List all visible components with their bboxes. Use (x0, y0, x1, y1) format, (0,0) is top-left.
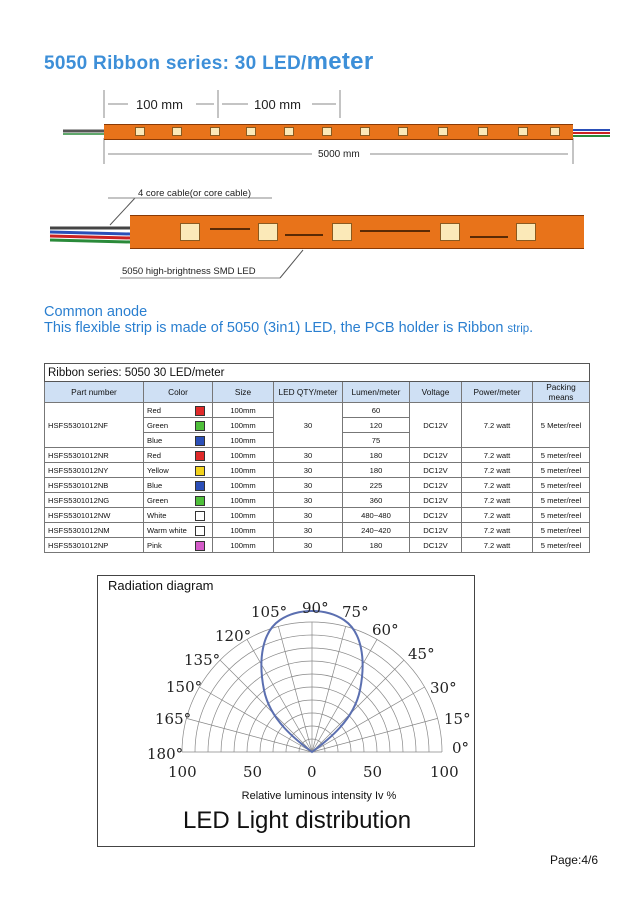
qty-cell: 30 (274, 493, 343, 508)
polar-spoke (312, 626, 346, 752)
color-name: Blue (147, 480, 163, 490)
angle-75: 75° (342, 603, 369, 621)
title-prefix: 5050 Ribbon series: 30 LED/ (44, 53, 307, 74)
packing-cell: 5 meter/reel (533, 508, 590, 523)
header-power: Power/meter (462, 382, 533, 403)
lumen-cell: 120 (343, 418, 410, 433)
power-cell: 7.2 watt (462, 448, 533, 463)
description-main: This flexible strip is made of 5050 (3in1) LED, the PCB holder is Ribbon (44, 320, 508, 336)
power-cell: 7.2 watt (462, 538, 533, 553)
size-cell: 100mm (213, 493, 274, 508)
polar-spoke (186, 718, 312, 752)
voltage-cell: DC12V (410, 523, 462, 538)
lumen-cell: 225 (343, 478, 410, 493)
polar-spoke (312, 687, 425, 752)
group-power: 7.2 watt (462, 403, 533, 448)
voltage-cell: DC12V (410, 448, 462, 463)
angle-165: 165° (155, 710, 192, 728)
color-name: Green (147, 495, 169, 505)
group-qty: 30 (274, 403, 343, 448)
packing-cell: 5 meter/reel (533, 493, 590, 508)
lumen-cell: 360 (343, 493, 410, 508)
group-packing: 5 Meter/reel (533, 403, 590, 448)
lumen-cell: 60 (343, 403, 410, 418)
dimension-label-1: 100 mm (136, 97, 183, 112)
axis-label: 50 (243, 763, 263, 781)
axis-label: 0 (307, 763, 317, 781)
polar-spoke (247, 639, 312, 752)
lumen-cell: 480~480 (343, 508, 410, 523)
color-name: Blue (147, 435, 163, 445)
size-cell: 100mm (213, 433, 274, 448)
part-cell: HSFS5301012NY (45, 463, 144, 478)
part-cell: HSFS5301012NR (45, 448, 144, 463)
axis-label: 100 (430, 763, 459, 781)
header-voltage: Voltage (410, 382, 462, 403)
polar-spoke (312, 639, 377, 752)
angle-0: 0° (452, 739, 470, 757)
page-number: Page:4/6 (549, 853, 598, 867)
color-name: Red (147, 450, 161, 460)
power-cell: 7.2 watt (462, 478, 533, 493)
size-cell: 100mm (213, 508, 274, 523)
part-cell: HSFS5301012NB (45, 478, 144, 493)
lumen-cell: 180 (343, 448, 410, 463)
power-cell: 7.2 watt (462, 463, 533, 478)
group-voltage: DC12V (410, 403, 462, 448)
packing-cell: 5 meter/reel (533, 538, 590, 553)
common-anode-heading: Common anode (44, 304, 148, 320)
angle-150: 150° (166, 678, 203, 696)
header-packing: Packing means (533, 382, 590, 403)
angle-90: 90° (302, 599, 329, 617)
title-suffix: meter (306, 48, 374, 75)
polar-spoke (312, 718, 438, 752)
angle-135: 135° (184, 651, 221, 669)
color-name: Green (147, 420, 169, 430)
axis-label: 100 (168, 763, 197, 781)
description-small: strip (507, 323, 530, 335)
part-cell: HSFS5301012NM (45, 523, 144, 538)
size-cell: 100mm (213, 523, 274, 538)
table-caption: Ribbon series: 5050 30 LED/meter (45, 364, 590, 382)
angle-15: 15° (444, 710, 471, 728)
power-cell: 7.2 watt (462, 508, 533, 523)
voltage-cell: DC12V (410, 478, 462, 493)
voltage-cell: DC12V (410, 538, 462, 553)
lumen-cell: 180 (343, 538, 410, 553)
angle-105: 105° (251, 603, 288, 621)
led-label: 5050 high-brightness SMD LED (122, 266, 256, 277)
cable-label: 4 core cable(or core cable) (138, 188, 251, 199)
header-led-qty: LED QTY/meter (274, 382, 343, 403)
part-cell: HSFS5301012NW (45, 508, 144, 523)
header-lumen: Lumen/meter (343, 382, 410, 403)
color-name: White (147, 510, 167, 520)
qty-cell: 30 (274, 448, 343, 463)
size-cell: 100mm (213, 418, 274, 433)
lumen-cell: 240~420 (343, 523, 410, 538)
color-name: Red (147, 405, 161, 415)
header-part-number: Part number (45, 382, 144, 403)
packing-cell: 5 meter/reel (533, 463, 590, 478)
group-part: HSFS5301012NF (45, 403, 144, 448)
part-cell: HSFS5301012NG (45, 493, 144, 508)
size-cell: 100mm (213, 478, 274, 493)
lumen-cell: 180 (343, 463, 410, 478)
total-length-label: 5000 mm (318, 149, 360, 160)
qty-cell: 30 (274, 463, 343, 478)
packing-cell: 5 meter/reel (533, 448, 590, 463)
polar-spoke (278, 626, 312, 752)
header-color: Color (144, 382, 213, 403)
angle-30: 30° (430, 679, 457, 697)
lumen-cell: 75 (343, 433, 410, 448)
power-cell: 7.2 watt (462, 523, 533, 538)
size-cell: 100mm (213, 463, 274, 478)
color-name: Warm white (147, 525, 187, 535)
voltage-cell: DC12V (410, 493, 462, 508)
header-size: Size (213, 382, 274, 403)
size-cell: 100mm (213, 448, 274, 463)
voltage-cell: DC12V (410, 508, 462, 523)
angle-45: 45° (408, 645, 435, 663)
size-cell: 100mm (213, 538, 274, 553)
power-cell: 7.2 watt (462, 493, 533, 508)
angle-120: 120° (215, 627, 252, 645)
description-end: . (529, 320, 534, 336)
packing-cell: 5 meter/reel (533, 523, 590, 538)
qty-cell: 30 (274, 478, 343, 493)
dimension-label-2: 100 mm (254, 97, 301, 112)
polar-spoke (312, 660, 404, 752)
radiation-title: Radiation diagram (108, 578, 214, 593)
polar-spoke (199, 687, 312, 752)
polar-spoke (220, 660, 312, 752)
voltage-cell: DC12V (410, 463, 462, 478)
radiation-caption: LED Light distribution (183, 807, 412, 834)
angle-180: 180° (147, 745, 184, 763)
axis-label: 50 (363, 763, 383, 781)
part-cell: HSFS5301012NP (45, 538, 144, 553)
color-name: Yellow (147, 465, 169, 475)
radiation-xlabel: Relative luminous intensity Iv % (241, 790, 397, 802)
angle-60: 60° (372, 621, 399, 639)
qty-cell: 30 (274, 508, 343, 523)
qty-cell: 30 (274, 538, 343, 553)
color-name: Pink (147, 540, 162, 550)
packing-cell: 5 meter/reel (533, 478, 590, 493)
qty-cell: 30 (274, 523, 343, 538)
size-cell: 100mm (213, 403, 274, 418)
